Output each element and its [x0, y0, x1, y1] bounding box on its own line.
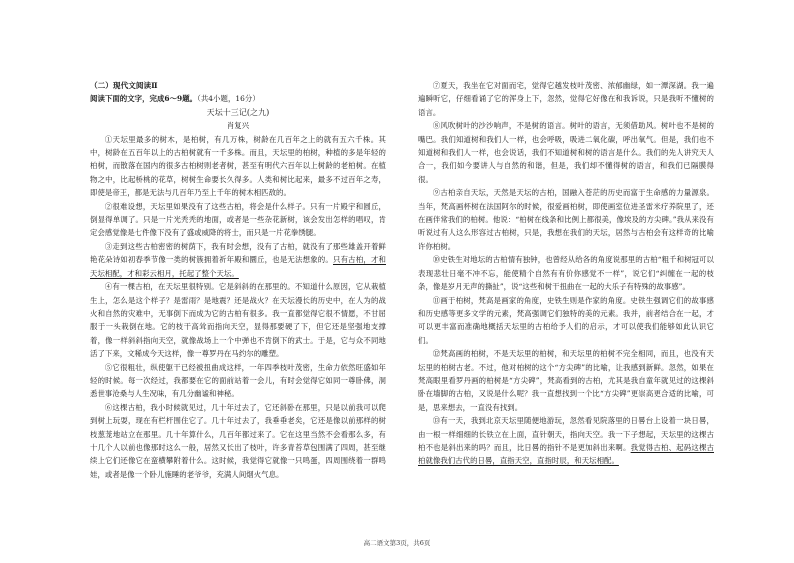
paragraph — [90, 133, 386, 200]
left-column — [90, 79, 386, 481]
paragraph — [90, 401, 386, 481]
article-author: 肖复兴 — [226, 121, 250, 131]
paragraph-text: ⑥这棵古柏，我小时候就见过，几十年过去了，它还斜卧在那里，只是以前我可以爬到树上玩耍，现在有栏杆围住它了。几十年过去了，我垂垂老矣，它还是像以前那样的树枝葱茏地站立在那里。几十年算什么，几百年都过来了。它在这里当然不会看那么多，有十几个人以前也像那时这么一般，居然又长出了枝叶，许多青苔草包围满了四周，甚至继续上它们还像它在蛮横攀附着什么。这时候，我觉得它就像一只鸣蛋，四周围绕着一群鸣娃，或者是像一个卧儿施睡的老爷爷，充满人间烟火气息。 — [90, 402, 386, 479]
section-title: （二）现代文阅读Ⅱ — [90, 81, 158, 90]
paragraph — [418, 294, 714, 348]
paragraph — [418, 119, 714, 186]
paragraph-text: ②很难设想，天坛里如果没有了这些古柏，将会是什么样子。只有一片殿宇和圆丘，倒显得单调了。只是一片光秃秃的地面，或者是一些杂花新树，该会发出怎样的唱叹，肯定会感觉像是七件像下没有了盛或威降的将士，而只是一片花拳绣腿。 — [90, 201, 386, 238]
paragraph-text: ⑤它很粗壮，纵使躯干已经被扭曲成这样，一年四季枝叶茂密，生命力依然旺盛如年轻的时候。每一次经过，我都要在它的面前站着一会儿，有时会觉得它如同一尊卧佛，洞悉世事沧桑与人生况味，有几分幽谧和神秘。 — [90, 362, 386, 399]
paragraph-text: ③走到这些古柏密密的树荫下，我有时会想，没有了古柏，就没有了那些雄盖开着鲜艳花朵诗如初春季节像一类的树簇拥着祈年殿和圜丘，也是无法想象的。 — [90, 241, 386, 265]
instruction-note: （共4小题，16分） — [197, 94, 260, 104]
paragraph — [418, 414, 714, 468]
left-paragraphs — [90, 133, 386, 482]
paragraph-text: ⑩史铁生对地坛的古柏情有独钟，也曾经从给各的角度说那里的古柏“粗千和树冠可以表现悲壮日毫不冲不忘，能使精个自然有有价你感觉不一样”，说它们“纠缠在一起的枝条，像是岁月无声的撕扯”，说“这些和树干扭曲在一起的大乐子有特殊的故事感”。 — [418, 255, 714, 292]
paragraph-text: ⑬有一天，我到北京天坛里随便地游玩，忽然看见院落里的日晷台上设着一块日晷，由一根一样细细的长铁立在上面，直针朝天，指向天空。我一下子想起，天坛里的这棵古柏不也是斜出来的吗？而且，比日晷的指针不是更加斜出来啊。 — [418, 416, 714, 452]
article-title: 天坛十三记(之九) — [206, 107, 270, 117]
underlined-sentence: 我觉得古柏、起码这棵古柏就像我们古代的日晷，直指天空，直指时辰，和天坛相配。 — [418, 442, 714, 466]
paragraph-text: ⑦夏天，我坐在它对面而宅，觉得它越发枝叶茂密、浓郁幽绿，如一潭深湖。我一遍遍瞬听它，仔细看诵了它的浑身上下，忽然，觉得它好像在和我诉说，只是我听不懂树的语言。 — [418, 81, 714, 117]
paragraph-text: ①天坛里最多的树木，是柏树，有几万株，树龄在几百年之上的就有五六千株。其中，树龄在五百年以上的古柏树就有一千多株。而且，天坛里的柏树，种植的多是年轻的柏树，而散落在国内的很多古柏树则老者树，甚至有明代六百年以上树龄的老柏树。在植物之中，比起桥桃的花草，树树生命要长久得多。人类和树比起来，最多不过百年之寿，即使是帝王，都是无法与几百年乃至上千年的树木相匹敌的。 — [90, 134, 386, 198]
paragraph-text: ④有一棵古柏，在天坛里很特别。它是斜斜的在那里的。不知道什么原因，它从栽植生上，怎么是这个样子？是雷雨？是地震？还是战火？在天坛漫长的历史中，在人为的战火和自然的灾难中，无事倒下而成为它的古柏有很多。我一直都觉得它很不情愿，不甘屈服于一头栽倒在地。它的枝干高耸而指向天空，显得那要硬了下，但它还是坚强地支撑着，像一样斜斜指向天空，就像战场上一个中弹也不肯倒下的武士。于是，它与众不同地活了下来，文稀成今天这样，像一尊罗丹在马约尔的雕塑。 — [90, 282, 386, 359]
paragraph — [418, 253, 714, 293]
paragraph — [90, 200, 386, 240]
underlined-sentence: 只有古柏，才和天坛相配，才和彩云相月，托起了整个天坛。 — [90, 255, 386, 278]
instruction — [90, 92, 386, 105]
paragraph — [90, 240, 386, 280]
paragraph-text: ⑫梵高画的柏树，不是天坛里的柏树，和天坛里的柏树不完全相同，而且，也没有天坛里的柏树古老。不过，他对柏树的这个“方尖碑”的比喻，让我感到新鲜。忽然，如果在梵高眼里看罗丹画的柏树是“方尖碑”，梵高看到的古柏，尤其是我自童年就见过的这棵斜卧在墙脚的古柏，又说是什么呢？我一直想找到一个比“方尖碑”更崇高更合适的比喻，可是，思来想去，一直没有找到。 — [418, 349, 714, 412]
paragraph — [418, 186, 714, 253]
paragraph-text: ⑨古柏亲自天坛，天然是天坛的古柏，国融入苍茫的历史而富于生命感的力量源泉。当年，梵高画杯树在法国阿尔的时候，很爱画柏树，即使画室位进圣雷米疗养院里了，还在画伴常我们的柏树。他说：“柏树在线条和比例上都很美，像埃及的方尖碑。”我从来没有听说过有人这么形容过古柏树，只是，我想在我们的天坛，居然与古柏会有这样奇的比喻许你柏树。 — [418, 188, 714, 251]
paragraph — [418, 347, 714, 414]
paragraph — [418, 79, 714, 119]
right-column — [418, 79, 714, 468]
paragraph-text: ⑪画于柏树，梵高是画家的角度，史铁生则是作家的角度。史铁生强调它们的故事感和历史感等更多文学的元素，梵高强调它们独特的美的元素。我并，前者结合在一起，才可以更丰富而准确地概括天坛里的古柏给予人们的启示，才可以使我们能够如此认识它们。 — [418, 295, 714, 345]
paragraph-text: ⑧风吹树叶的沙沙响声，不是树的语言。树叶的语言，无须借助风。树叶也不是树的嘴巴。我们知道树和我们人一样，也会呼吸，吸进二氧化碳，呼出氧气。但是，我们也不知道树和我们人一样，也会说话，我们不知道树和树的语言是什么。我们的先人讲究天人合一，我们如今要讲人与自然的和谐，但是，我们却不懂得树的语言，和我们已隔膜得很。 — [418, 121, 714, 184]
instruction-text: 阅读下面的文字，完成6～9题。 — [90, 94, 198, 104]
paragraph — [90, 361, 386, 401]
paragraph — [90, 280, 386, 360]
page-footer: 高二语文第3页，共6页 — [363, 539, 431, 547]
right-paragraphs — [418, 79, 714, 468]
